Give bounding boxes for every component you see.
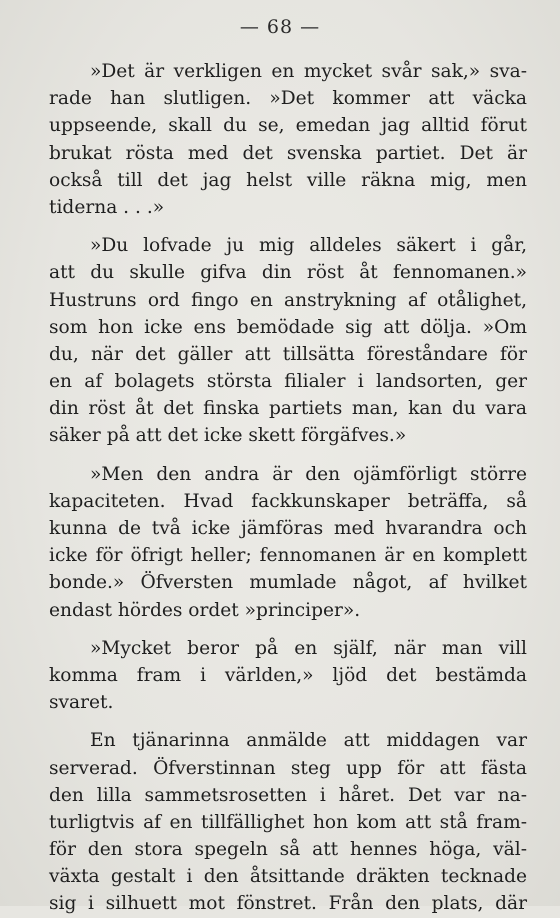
text-line: »Mycket beror på en själf, när man vill xyxy=(90,637,527,659)
text-line: den lilla sammetsrosetten i håret. Det var na- xyxy=(49,784,527,806)
text-line: »Men den andra är den ojämförligt större xyxy=(90,463,527,485)
text-line: kapaciteten. Hvad fackkunskaper beträffa, så xyxy=(49,490,527,512)
text-line: endast hördes ordet »principer». xyxy=(49,599,361,621)
text-line: som hon icke ens bemödade sig att dölja. »Om xyxy=(49,316,527,338)
text-line: »Du lofvade ju mig alldeles säkert i går, xyxy=(90,235,527,257)
text-line: du, när det gäller att tillsätta föreståndare för xyxy=(49,343,527,365)
paragraph xyxy=(49,232,527,450)
text-line: din röst åt det finska partiets man, kan du vara xyxy=(49,398,527,420)
text-line: tiderna . . .» xyxy=(49,196,165,218)
text-line: också till det jag helst ville räkna mig, men xyxy=(49,169,527,191)
text-line: rade han slutligen. »Det kommer att väcka xyxy=(49,88,527,110)
text-line: säker på att det icke skett förgäfves.» xyxy=(49,425,407,447)
text-line: brukat rösta med det svenska partiet. Det är xyxy=(49,142,527,164)
text-line: för den stora spegeln så att hennes höga, väl- xyxy=(49,839,527,861)
text-line: serverad. Öfverstinnan steg upp för att fästa xyxy=(49,757,527,779)
paragraph xyxy=(49,58,527,221)
paragraph xyxy=(49,727,527,917)
text-line: En tjänarinna anmälde att middagen var xyxy=(90,730,527,752)
text-line: Hustruns ord fingo en anstrykning af otålighet, xyxy=(49,289,527,311)
body-text xyxy=(49,58,527,918)
text-line: icke för öfrigt heller; fennomanen är en komplett xyxy=(49,545,527,567)
paragraph xyxy=(49,635,527,717)
text-line: sig i silhuett mot fönstret. Från den plats, där xyxy=(49,893,527,915)
text-line: komma fram i världen,» ljöd det bestämda xyxy=(49,664,527,686)
text-line: bonde.» Öfversten mumlade något, af hvilket xyxy=(49,572,527,594)
text-line: turligtvis af en tillfällighet hon kom att stå fram- xyxy=(49,811,527,833)
text-line: en af bolagets största filialer i landsorten, ger xyxy=(49,371,527,393)
text-line: svaret. xyxy=(49,692,114,714)
paragraph xyxy=(49,461,527,624)
text-line: att du skulle gifva din röst åt fennomanen.» xyxy=(49,262,527,284)
text-line: växta gestalt i den åtsittande dräkten tecknade xyxy=(49,866,527,888)
page-number: — 68 — xyxy=(239,16,321,38)
text-line: kunna de två icke jämföras med hvarandra och xyxy=(49,518,527,539)
text-line: uppseende, skall du se, emedan jag alltid förut xyxy=(49,115,527,137)
text-line: »Det är verkligen en mycket svår sak,» sva- xyxy=(90,61,527,82)
